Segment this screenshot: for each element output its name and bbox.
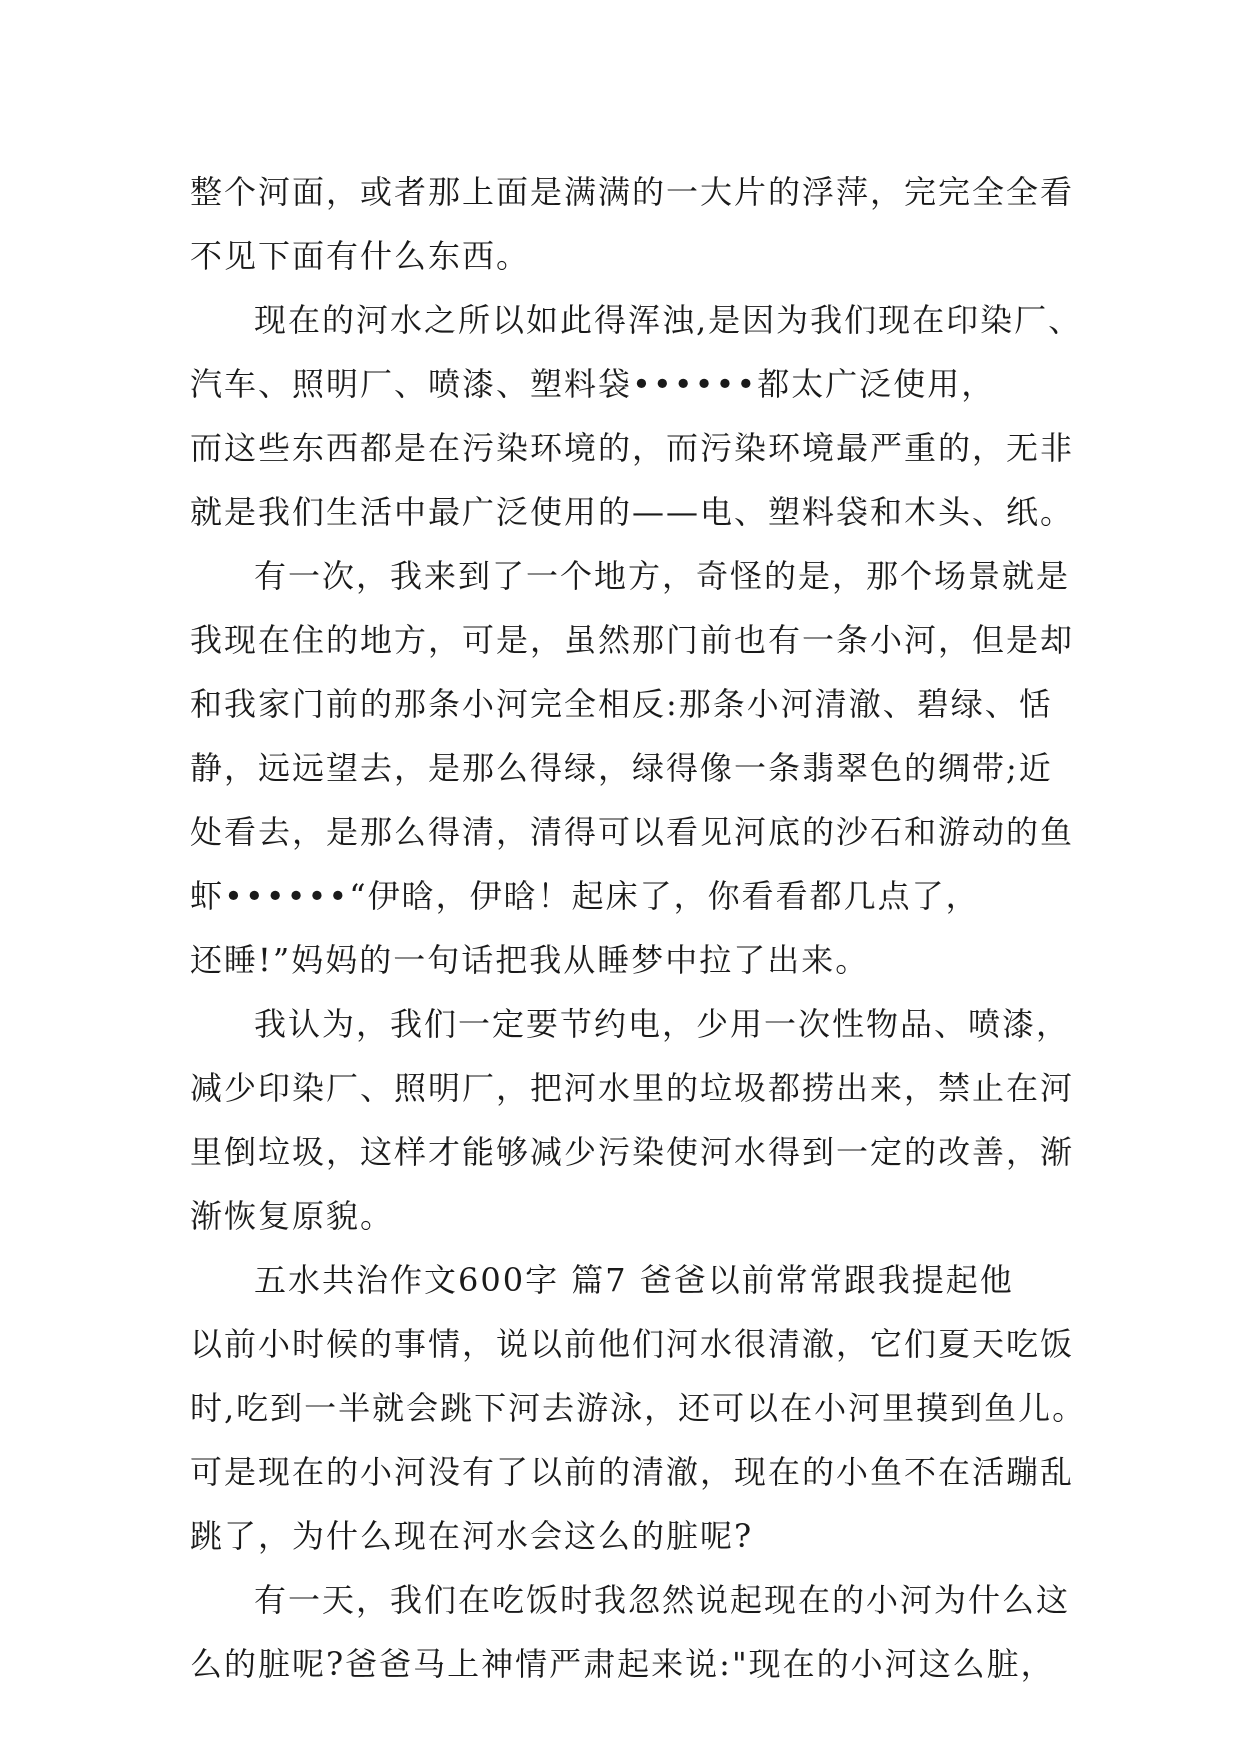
- text-line: 以前小时候的事情，说以前他们河水很清澈，它们夏天吃饭: [190, 1325, 1075, 1363]
- text-line: 汽车、照明厂、喷漆、塑料袋••••••都太广泛使用，: [190, 365, 996, 403]
- text-line: 整个河面，或者那上面是满满的一大片的浮萍，完完全全看: [190, 173, 1075, 211]
- text-line: 我认为，我们一定要节约电，少用一次性物品、喷漆，: [254, 1005, 1071, 1043]
- text-line: 和我家门前的那条小河完全相反:那条小河清澈、碧绿、恬: [190, 685, 1053, 723]
- text-line: 可是现在的小河没有了以前的清澈，现在的小鱼不在活蹦乱: [190, 1453, 1075, 1491]
- text-line: 有一天，我们在吃饭时我忽然说起现在的小河为什么这: [254, 1581, 1071, 1619]
- document-body: [190, 160, 1090, 1696]
- text-line: 五水共治作文600字 篇7 爸爸以前常常跟我提起他: [254, 1261, 1014, 1299]
- text-line: 不见下面有什么东西。: [190, 237, 531, 275]
- text-line: 现在的河水之所以如此得浑浊,是因为我们现在印染厂、: [254, 301, 1083, 339]
- text-line: 还睡!”妈妈的一句话把我从睡梦中拉了出来。: [190, 941, 870, 979]
- text-line: 有一次，我来到了一个地方，奇怪的是，那个场景就是: [254, 557, 1071, 595]
- text-line: 虾••••••“伊晗，伊晗！起床了，你看看都几点了，: [190, 877, 980, 915]
- text-line: 就是我们生活中最广泛使用的——电、塑料袋和木头、纸。: [190, 493, 1075, 531]
- text-line: 我现在住的地方，可是，虽然那门前也有一条小河，但是却: [190, 621, 1075, 659]
- text-line: 减少印染厂、照明厂，把河水里的垃圾都捞出来，禁止在河: [190, 1069, 1075, 1107]
- text-line: 里倒垃圾，这样才能够减少污染使河水得到一定的改善，渐: [190, 1133, 1075, 1171]
- text-line: 渐恢复原貌。: [190, 1197, 395, 1235]
- text-line: 么的脏呢?爸爸马上神情严肃起来说:"现在的小河这么脏，: [190, 1645, 1055, 1683]
- text-line: 时,吃到一半就会跳下河去游泳，还可以在小河里摸到鱼儿。: [190, 1389, 1087, 1427]
- text-line: 处看去，是那么得清，清得可以看见河底的沙石和游动的鱼: [190, 813, 1075, 851]
- text-line: 而这些东西都是在污染环境的，而污染环境最严重的，无非: [190, 429, 1075, 467]
- text-line: 静，远远望去，是那么得绿，绿得像一条翡翠色的绸带;近: [190, 749, 1053, 787]
- text-line: 跳了，为什么现在河水会这么的脏呢?: [190, 1517, 754, 1555]
